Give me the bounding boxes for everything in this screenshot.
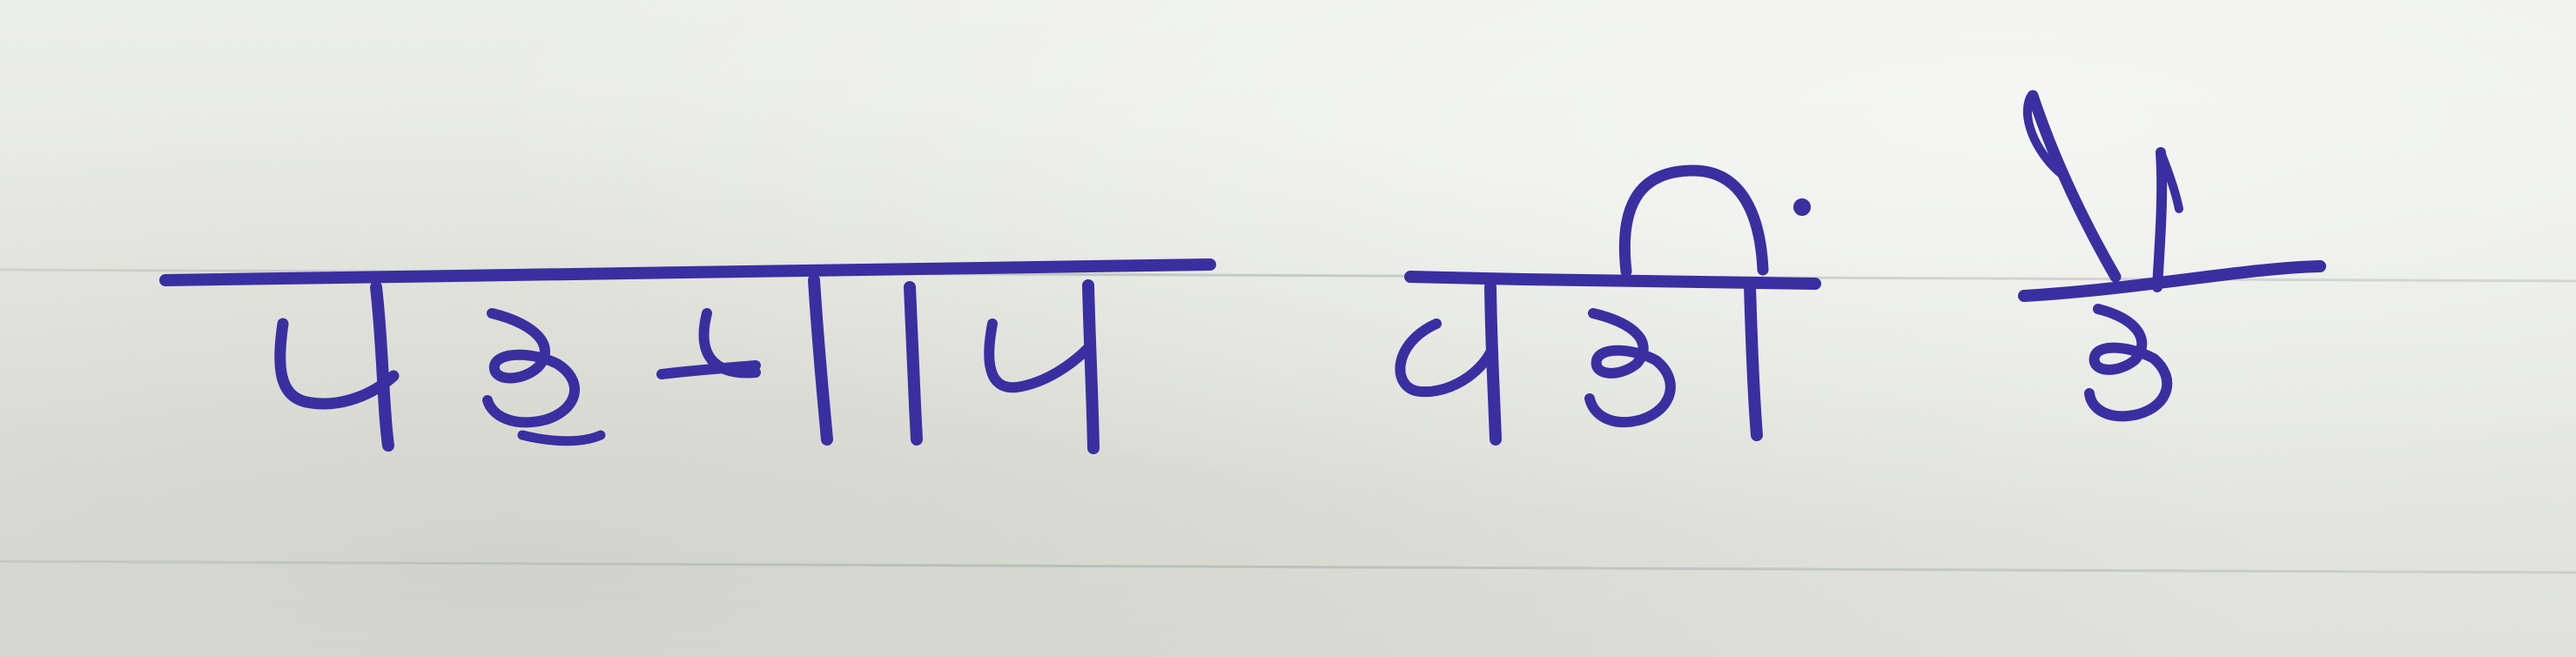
handwritten-word-hai bbox=[2024, 96, 2320, 416]
handwritten-word-nahin bbox=[1400, 171, 1815, 439]
handwritten-word-pahchan bbox=[165, 265, 1210, 448]
